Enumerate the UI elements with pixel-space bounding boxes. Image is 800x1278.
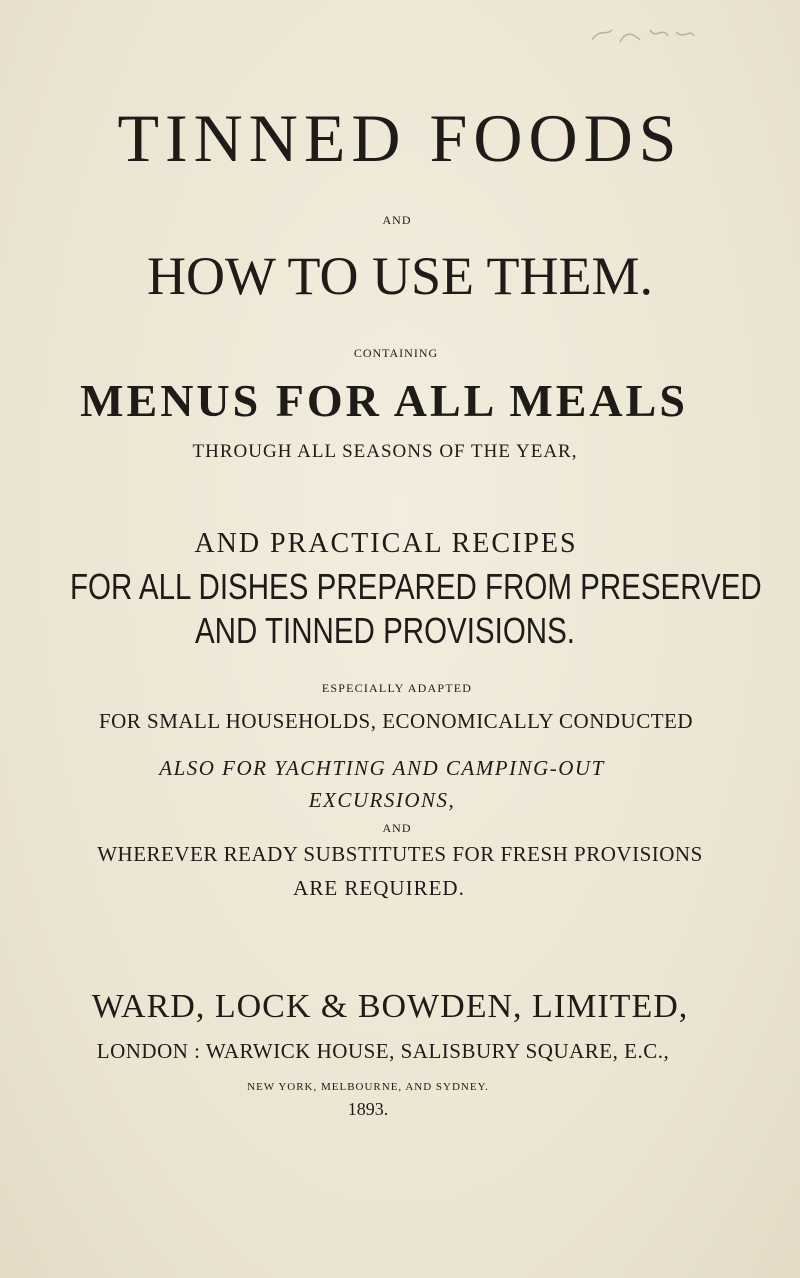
especially-adapted-label: ESPECIALLY ADAPTED [321, 681, 473, 695]
menus-heading: MENUS FOR ALL MEALS [80, 375, 688, 426]
seasons-line: THROUGH ALL SEASONS OF THE YEAR, [192, 441, 578, 462]
publisher-cities: NEW YORK, MELBOURNE, AND SYDNEY. [247, 1081, 489, 1093]
yachting-line: ALSO FOR YACHTING AND CAMPING-OUT [159, 756, 605, 780]
households-line: FOR SMALL HOUSEHOLDS, ECONOMICALLY CONDUCTED [98, 709, 694, 733]
book-subtitle: HOW TO USE THEM. [146, 246, 654, 306]
substitutes-line: WHEREVER READY SUBSTITUTES FOR FRESH PROVISIONS [97, 842, 703, 866]
pencil-shelfmark-mark [0, 0, 800, 60]
conjunction-and-2: AND [382, 821, 412, 835]
excursions-line: EXCURSIONS, [308, 788, 456, 812]
containing-label: CONTAINING [353, 346, 439, 360]
conjunction-and: AND [382, 213, 412, 227]
required-line: ARE REQUIRED. [293, 876, 465, 900]
publisher-name: WARD, LOCK & BOWDEN, LIMITED, [91, 988, 689, 1025]
practical-recipes-line: AND PRACTICAL RECIPES [194, 528, 578, 559]
tinned-provisions-line: AND TINNED PROVISIONS. [194, 610, 575, 651]
publication-year: 1893. [347, 1099, 389, 1119]
book-title: TINNED FOODS [117, 100, 683, 176]
dishes-line: FOR ALL DISHES PREPARED FROM PRESERVED [70, 566, 762, 607]
publisher-address: LONDON : WARWICK HOUSE, SALISBURY SQUARE, E.C., [96, 1039, 670, 1063]
